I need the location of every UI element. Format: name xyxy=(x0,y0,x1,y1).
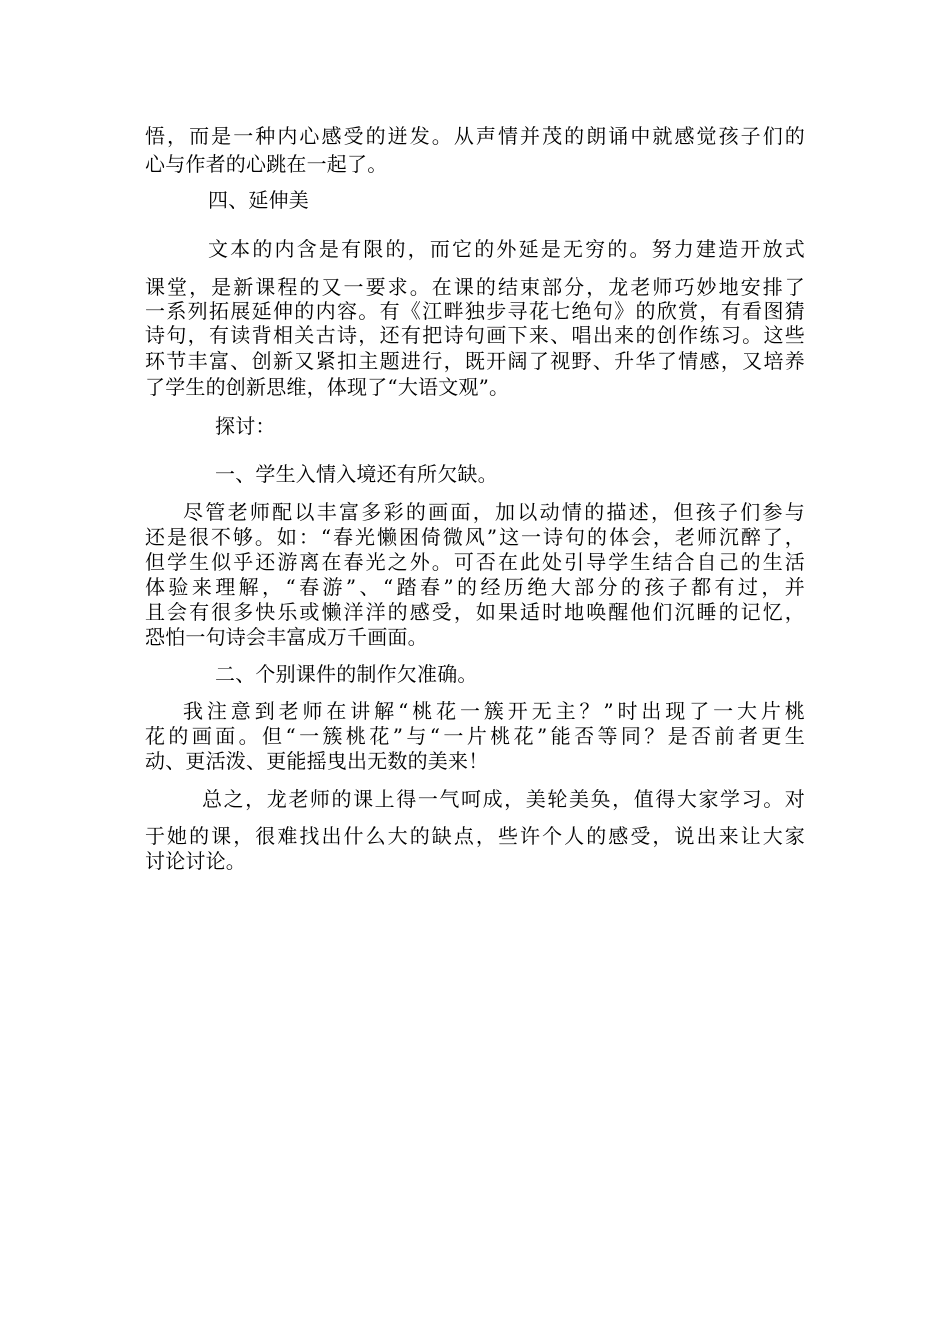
paragraph-line: 且会有很多快乐或懒洋洋的感受，如果适时地唤醒他们沉睡的记忆， xyxy=(145,600,805,624)
paragraph-line: 动、更活泼、更能摇曳出无数的美来！ xyxy=(145,749,489,773)
paragraph-line: 体验来理解，“春游”、“踏春”的经历绝大部分的孩子都有过，并 xyxy=(145,575,805,599)
paragraph-line: 还是很不够。如：“春光懒困倚微风”这一诗句的体会，老师沉醉了， xyxy=(145,525,805,549)
paragraph-line: 我注意到老师在讲解“桃花一簇开无主？”时出现了一大片桃 xyxy=(183,699,805,723)
paragraph-line: 一系列拓展延伸的内容。有《江畔独步寻花七绝句》的欣赏，有看图猜 xyxy=(145,299,805,323)
section-heading: 二、个别课件的制作欠准确。 xyxy=(215,662,478,686)
paragraph-line: 了学生的创新思维，体现了“大语文观”。 xyxy=(145,375,510,399)
paragraph-line: 花的画面。但“一簇桃花”与“一片桃花”能否等同？是否前者更生 xyxy=(145,724,805,748)
paragraph-line: 恐怕一句诗会丰富成万千画面。 xyxy=(145,625,428,649)
paragraph-line: 诗句，有读背相关古诗，还有把诗句画下来、唱出来的创作练习。这些 xyxy=(145,323,805,347)
section-heading: 一、学生入情入境还有所欠缺。 xyxy=(215,462,498,486)
paragraph-line: 但学生似乎还游离在春光之外。可否在此处引导学生结合自己的生活 xyxy=(145,550,805,574)
paragraph-line: 课堂，是新课程的又一要求。在课的结束部分，龙老师巧妙地安排了 xyxy=(145,275,805,299)
paragraph-line: 于她的课，很难找出什么大的缺点，些许个人的感受，说出来让大家 xyxy=(145,824,805,848)
paragraph-line: 文本的内含是有限的，而它的外延是无穷的。努力建造开放式 xyxy=(208,237,805,261)
paragraph-line: 心与作者的心跳在一起了。 xyxy=(145,152,388,176)
paragraph-line: 悟，而是一种内心感受的迸发。从声情并茂的朗诵中就感觉孩子们的 xyxy=(145,124,805,148)
paragraph-line: 讨论讨论。 xyxy=(145,849,246,873)
section-heading: 探讨： xyxy=(215,414,276,438)
section-heading: 四、延伸美 xyxy=(208,188,309,212)
paragraph-line: 环节丰富、创新又紧扣主题进行，既开阔了视野、升华了情感，又培养 xyxy=(145,349,805,373)
paragraph-line: 尽管老师配以丰富多彩的画面，加以动情的描述，但孩子们参与 xyxy=(183,500,805,524)
paragraph-line: 总之，龙老师的课上得一气呵成，美轮美奂，值得大家学习。对 xyxy=(202,787,805,811)
